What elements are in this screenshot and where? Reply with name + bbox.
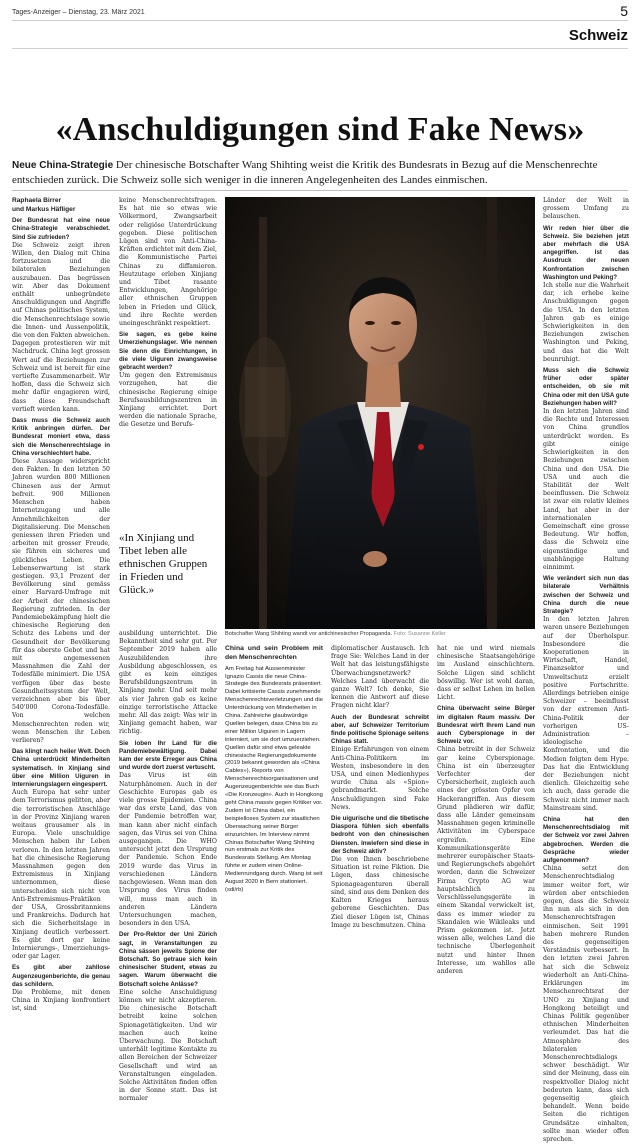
ambassador-portrait-photo [225, 197, 535, 629]
interview-question: Das klingt nach heiler Welt. Doch China unterdrückt Minderheiten systematisch. In Xinjiang sind über eine Million Uiguren in Internierungslagern eingesperrt. [12, 748, 110, 788]
interview-question: China hat den Menschenrechtsdialog mit der Schweiz vor zwei Jahren abgebrochen. Werden die Gespräche wieder aufgenommen? [543, 816, 629, 865]
column-4-body [331, 645, 429, 930]
interview-answer: Länder der Welt in grossem Umfang zu belauschen. [543, 197, 629, 221]
interview-question: Der Bundesrat hat eine neue China-Strategie verabschiedet. Sind Sie zufrieden? [12, 217, 110, 241]
interview-answer: ausbildung unterrichtet. Die Bekanntheit sind sehr gut. Per September 2019 haben alle Auszubildenden ihre Ausbildung abgeschlossen, es gibt es kein einziges Berufsbildungszentrum in Xinjiang mehr. Und seit mehr als vier Jahren gab es keine einzige terroristische Attacke mehr. All das zeigt: Was wir in Xinjiang gemacht haben, war richtig. [119, 630, 217, 736]
column-2-body [119, 197, 217, 430]
interview-question: Wir reden hier über die Schweiz. Sie beziehen jetzt aber mehrfach die USA angegriffen. Ist das Ausdruck der neuen Konfrontation zwischen Washington und Peking? [543, 224, 629, 281]
caption-text: Botschafter Wang Shihting wandt vor antichinesischer Propaganda. [225, 631, 393, 637]
interview-answer: In den letzten Jahren sind die Rechte und Interessen von China grundlos unterdrückt worden. Es gibt einige Schwierigkeiten in den Beziehungen zwischen China und den USA. Die USA und auch die Stabilität der Welt beeinflussen. Die Schweiz ist zwar ein relativ kleines Land, hat aber in der internationalen Gemeinschaft eine grosse Bedeutung. Wir hoffen, dass die Schweiz eine eigenständige und unabhängige Haltung einnimmt. [543, 408, 629, 571]
interview-answer: Diese Aussage widerspricht den Fakten. In den letzten 50 Jahren wurden 800 Millionen Chinesen aus der Armut befreit. 900 Millionen Menschen haben Internetzugang und alle Annehmlichkeiten der Digitalisierung. Die Menschen geniessen ihren Frieden und arbeiten mit grosser Freude, sie führen ein sicheres und glückliches Leben. Die Lebenserwartung ist stark gestiegen. 93,1 Prozent der Bevölkerung sind gemäss einer Harvard-Umfrage mit der Arbeit der chinesischen Regierung zufrieden. In der Pandemiebekämpfung hielt die chinesische Regierung den Schutz des Lebens und der Gesundheit der Bevölkerung für das oberste Gebot und hat mit angemessenen Massnahmen die Zahl der Todesfälle minimiert. Die USA verfügen über das beste Gesundheitssystem der Welt, verzeichnen aber bis über 540'000 Corona-Todesfälle. Von welchen Menschenrechten reden wir, wenn Menschen ihr Leben verlieren? [12, 458, 110, 744]
byline [12, 197, 110, 214]
interview-question: Auch der Bundesrat schreibt aber, auf Schweizer Territorium finde politische Spionage seitens Chinas statt. [331, 713, 429, 746]
interview-question: Dass muss die Schweiz auch Kritik anbringen dürfen. Der Bundesrat moniert etwa, dass sich die Menschenrechtslage in China verschlechtert habe. [12, 417, 110, 457]
interview-answer: diplomatischer Austausch. Ich frage Sie: Welches Land in der Welt hat das leistungsfähigste Überwachungsnetzwerk? Welches Land überwacht die ganze Welt? Ich denke, Sie kennen die Antwort auf diese Fragen nicht klar? [331, 645, 429, 710]
interview-answer: China setzt den Menschenrechtsdialog immer weiter fort, wir würden aber entschieden gegen, dass die Schweiz ihn nun als sich in den Menschenrechtsfragen einmischen. Seit 1991 haben mehrere Runden des gegenseitigen Verständnis verbessert. In den letzten zwei Jahren hat sich die Schweiz wiederholt an Anti-China-Erklärungen im Menschenrechtsrat der UNO zu Xinjiang und Hongkong beteiligt und Chinas Politik gegenüber ethnischen Minderheiten verleumdet. Das hat die Atmosphäre des bilateralen Menschenrechtsdialogs schwer beschädigt. Wir sind der Meinung, dass ein respektvoller Dialog nicht bedeuten kann, dass sich gegenseitig gleich behandelt. Wenn beide Seiten die richtigen Grundsätze einhalten, sollte man wieder offen sprechen. [543, 865, 629, 1143]
interview-answer: keine Menschenrechtsfragen. Es hat nie so etwas wie Völkermord, Zwangsarbeit oder religiöse Unterdrückung gegeben. Diese politischen Lügen sind von Anti-China-Kräften erdichtet mit dem Ziel, die Kommunistische Partei Chinas zu diffamieren. Heutzutage erleben Xinjiang und Tibet rasante Entwicklungen, Angehörige aller ethnischen Gruppen leben in Frieden und Glück, und ihre Rechte werden uneingeschränkt respektiert. [119, 197, 217, 328]
column-6-body [543, 197, 629, 1144]
interview-answer: China betreibt in der Schweiz gar keine Cyberspionage. China ist ein überzeugter Verfechter der Cybersicherheit, zugleich auch eines der grössten Opfer von Hackerangriffen. Aus diesem Grund plädieren wir dafür, dass alle Länder gemeinsam Massnahmen gegen kriminelle Aktivitäten im Cyberspace ergreifen. Eine Kommunikationsgeräte mehrerer europäischer Staats- und Regierungschefs abgehört worden, dann die Schweizer Firma Crypto AG war hauptsächlich zu Verschlüsselungsgeräte in einem Skandal verwickelt ist, dass es immer wieder zu Skandalen wie Wikileaks und Prism gekommen ist. Jetzt wissen alle, welches Land die technische Überlegenheit nutzt und hinter Ihnen Interesse, um wahllos alle anderen [437, 746, 535, 975]
lead-rule [12, 190, 628, 191]
interview-answer: Um gegen den Extremismus vorzugehen, hat die chinesische Regierung einige Berufsausbildungszentren in Xinjiang errichtet. Dort werden die nationale Sprache, die Gesetze und Berufs- [119, 372, 217, 429]
interview-answer: Die Probleme, mit denen China in Xinjiang konfrontiert ist, sind [12, 989, 110, 1013]
interview-question: China überwacht seine Bürger im digitalen Raum massiv. Der Bundesrat wirft Ihrem Land nun auch Cyberspionage in der Schweiz vor. [437, 705, 535, 746]
photo-caption [225, 631, 535, 637]
publication-date: Tages-Anzeiger – Dienstag, 23. März 2021 [12, 9, 145, 16]
column-2b-body [119, 630, 217, 1104]
interview-answer: hat nie und wird niemals chinesische Staatsangehörige im Ausland einschüchtern. Solche Lügen sind schlicht böswillig. Wer ist wohl daran, dass er selbst Lehen im hellen Licht. [437, 645, 535, 702]
lead-kicker: Neue China-Strategie [12, 160, 114, 171]
interview-answer: Ich stelle nur die Wahrheit dar, ich erhebe keine Anschuldigungen gegen die USA. In den letzten Jahren gab es einige Schwierigkeiten in den Beziehungen zwischen Washington und Peking, und das hat die Welt beunruhigt. [543, 282, 629, 363]
article-column-6 [543, 197, 629, 1143]
pull-quote: «In Xinjiang und Tibet leben alle ethnischen Gruppen in Frieden und Glück.» [119, 532, 208, 596]
headline: «Anschuldigungen sind Fake News» [55, 111, 585, 148]
interview-question: Wie verändert sich nun das bilaterale Verhältnis zwischen der Schweiz und China durch die neue Strategie? [543, 575, 629, 615]
article-column-4 [331, 645, 429, 929]
photo-credit: Foto: Susanne Keller [393, 631, 446, 637]
page-number: 5 [620, 3, 628, 19]
interview-answer: Die von Ihnen beschriebene Situation ist reine Fiktion. Die Lügen, dass chinesische Spionageagenturen überall sind, sind aus dem Denken des Kalten Krieges heraus geborene Geschichten. Das Ziel dieser Lügen ist, Chinas Image zu beschmutzen. China [331, 856, 429, 929]
interview-answer: Eine solche Anschuldigung können wir nicht akzeptieren. Die chinesische Botschaft betreibt keine solchen Spionagetätigkeiten. Und wir machen auch keine Überwachung. Die Botschaft unterhält legitime Kontakte zu allen Bereichen der Schweizer Gesellschaft und wird an Veranstaltungen eingeladen. Solche Aktivitäten finden offen in der Sonne statt. Das ist normaler [119, 988, 217, 1103]
info-box-column [225, 645, 323, 907]
interview-answer: Das Virus ist ein Naturphänomen. Auch in der Geschichte Europas gab es viele grosse Epidemien. China war das erste Land, das von der Pandemie betroffen war, man kann aber nicht einfach sagen, das Virus sei von China ausgegangen. Die WHO untersucht jetzt den Ursprung der Pandemie. Schon Ende 2019 wurde das Virus in verschiedenen Ländern nachgewiesen. Wenn man den Ursprung des Virus finden will, muss man auch in anderen Ländern Untersuchungen machen, besonders in den USA. [119, 772, 217, 928]
info-box-text: Am Freitag hat Aussenminister Ignazio Cassis die neue China-Strategie des Bundesrats präsentiert. Dabei kritisierte Cassis zunehmende Menschenrechtsverletzungen und die Unterdrückung von Minderheiten in China. Zahlreiche glaubwürdige Quellen belegen, dass China bis zu einer Million Uiguren in Lagern interniert, um sie dort umzuerziehen. Quellen dafür sind etwa geleakte chinesische Regierungsdokumente (2019 bekannt geworden als «China Cables»), Reports von Menschenrechtsorganisationen und Augenzeugenberichte wie das Buch «Die Kronzeugin». Auch in Hongkong geht China massiv gegen Kritiker vor. Zudem ist China dabei, ein beispielloses System zur staatlichen Überwachung seiner Bürger einzurichten. Im Interview nimmt Chinas Botschafter Wang Shihting nun erstmals zur Kritik des Bundesrats Stellung. Am Montag führte er zudem einen Online-Medienrundgang durch. Wang ist seit August 2020 in Bern stationiert. (sdi/rb) [225, 665, 323, 893]
interview-question: Sie loben Ihr Land für die Pandemiebewältigung. Dabei kam der erste Erreger aus China und wurde dort zuerst vertuscht. [119, 739, 217, 772]
article-column-1 [12, 197, 110, 1013]
section-rule [12, 48, 628, 49]
section-label: Schweiz [568, 27, 628, 44]
interview-answer: Die Schweiz zeigt ihren Willen, den Dialog mit China fortzusetzen und die bilateralen Beziehungen auszubauen. Das begrüssen wir. Aber das Dokument enthält unbegründete Anschuldigungen und Angriffe auf Chinas politisches System, die Menschenrechtslage sowie die Innen- und Aussenpolitik, die von den Fakten abweichen. Dagegen protestieren wir mit Nachdruck. China legt grossen Wert auf die Beziehungen zur Schweiz und ist bereit für eine vertiefte Zusammenarbeit. Wir hoffen, dass die Schweiz sich mehr dafür engagieren wird, dass diese Freundschaft vertieft werden kann. [12, 241, 110, 413]
header-rule [12, 20, 628, 21]
interview-question: Sie sagen, es gebe keine Umerziehungslager. Wie nennen Sie denn die Einrichtungen, in die viele Uiguren zwangsweise gebracht werden? [119, 331, 217, 372]
lead-paragraph [12, 158, 628, 187]
article-column-5 [437, 645, 535, 975]
interview-answer: In den letzten Jahren waren unsere Beziehungen auf der Überholspur. Insbesondere die Kooperationen in Wirtschaft, Handel, Finanzsektor und Umweltschutz erzielt positive Fortschritte. Allerdings betrieben einige Schweizer – beeinflusst von der extremen Anti-China-Politik der vorherigen US-Administration – ideologische Konfrontation, und die Medien folgten dem Hype. Das hat die Entwicklung der Beziehungen nicht dienlich. Gleichzeitig sehe ich auch, dass gerade die Schweiz nicht immer nach Mainstream sind. [543, 616, 629, 812]
lead-text: Der chinesische Botschafter Wang Shihting weist die Kritik des Bundesrats in Bezug auf die Menschenrechte entschieden zurück. Die Schweiz solle sich weniger in die inneren Angelegenheiten des Landes einmischen. [12, 159, 598, 186]
column-1-body [12, 217, 110, 1014]
byline-author-2: und Markus Häfliger [12, 205, 76, 213]
interview-question: Die uigurische und die tibetische Diaspora fühlen sich ebenfalls bedroht von den chinesischen Diensten. Inwiefern sind diese in der Schweiz aktiv? [331, 815, 429, 855]
column-5-body [437, 645, 535, 976]
info-box-title: China und sein Problem mit den Menschenrechten [225, 645, 323, 661]
interview-answer: Auch Europa hat sehr unter dem Terrorismus gelitten, aber die terroristischen Anschläge in der Provinz Xinjiang waren weitaus grausamer als in Europa. Viele unschuldige Menschen haben ihr Leben verloren. In den letzten Jahren hat die chinesische Regierung Massnahmen gegen den Extremismus in Xinjiang unternommen, diese unterscheiden sich nicht von Anti-Extremismus-Praktiken der USA, Grossbritanniens und Frankreichs. Dadurch hat sich die Sicherheitslage in Xinjiang deutlich verbessert. Es gibt dort gar keine Internierungs-, Umerziehungs- oder gar Lager. [12, 789, 110, 961]
article-column-2 [119, 197, 217, 522]
interview-answer: Einige Erfahrungen von einem Anti-China-Politikern im Westen, insbesondere in den USA, und einen Medienhypes wurde China als «Spion» gebrandmarkt. Solche Anschuldigungen sind Fake News. [331, 746, 429, 811]
interview-question: Der Pro-Rektor der Uni Zürich sagt, in Veranstaltungen zu China sässen jeweils Spione der Botschaft. So getraue sich kein chinesischer Student, etwas zu sagen. Warum überwacht die Botschaft solche Anlässe? [119, 931, 217, 988]
interview-question: Muss sich die Schweiz früher oder später entscheiden, ob sie mit China oder mit den USA gute Beziehungen haben will? [543, 367, 629, 407]
portrait-illustration [225, 197, 535, 629]
interview-question: Es gibt aber zahllose Augenzeugenberichte, die genau das schildern. [12, 964, 110, 988]
byline-author-1: Raphaela Birrer [12, 197, 62, 204]
article-column-2-continued [119, 630, 217, 1103]
